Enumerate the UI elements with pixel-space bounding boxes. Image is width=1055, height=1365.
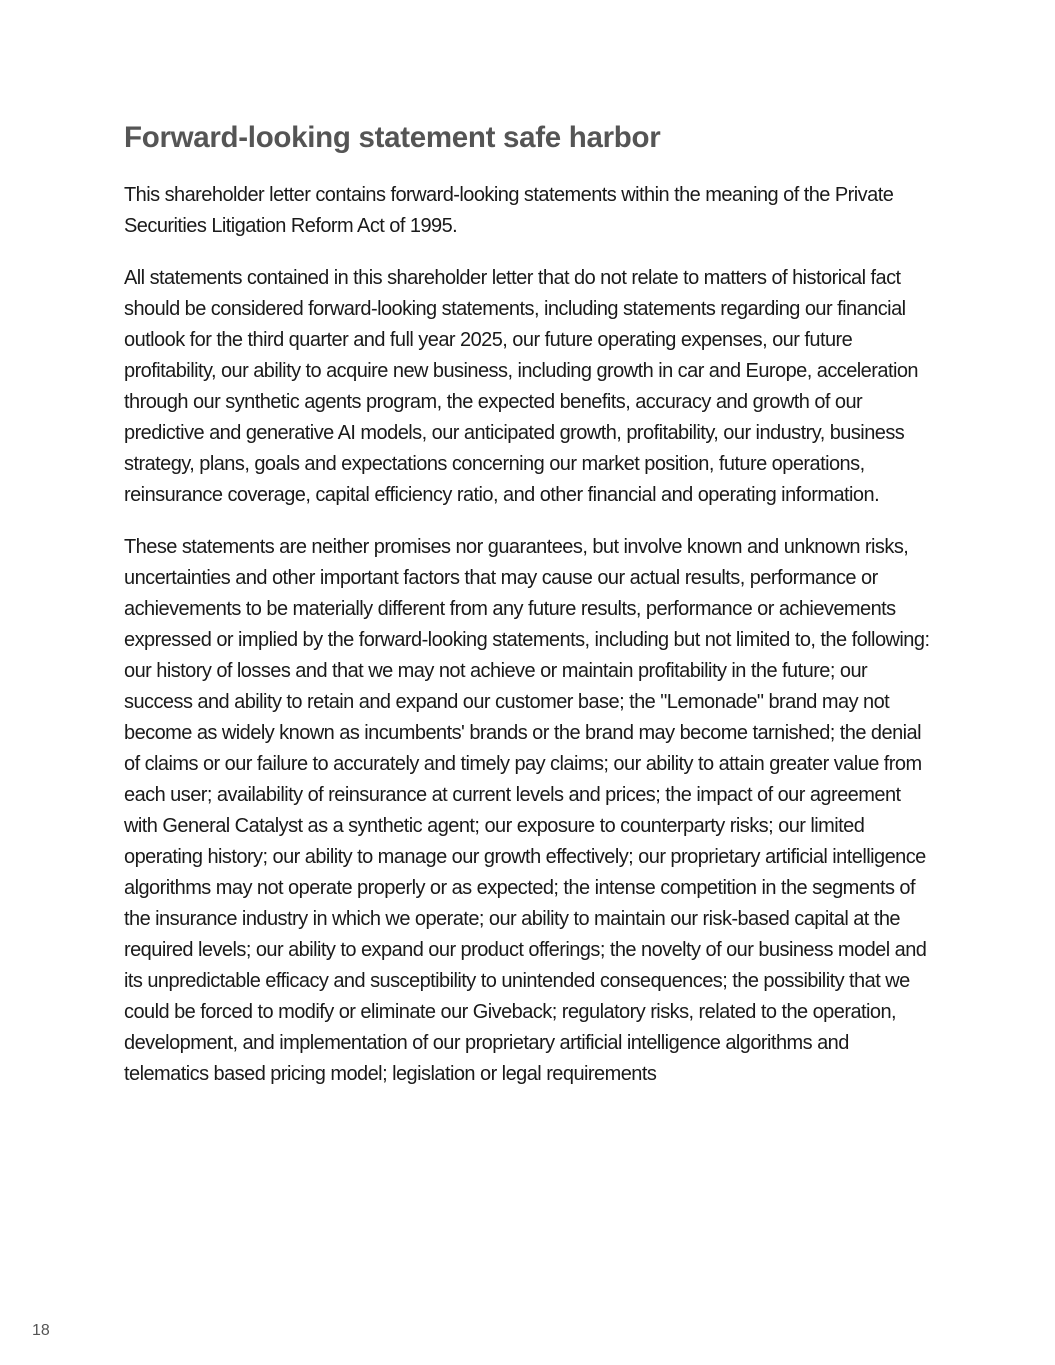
page-content: [124, 118, 932, 1111]
page-number: 18: [32, 1322, 50, 1339]
paragraph-forward-looking-scope: All statements contained in this shareholder letter that do not relate to matters of historical fact should be considered forward-looking statements, including statements regarding our financial outlook for the third quarter and full year 2025, our future operating expenses, our future profitability, our ability to acquire new business, including growth in car and Europe, acceleration through our synthetic agents program, the expected benefits, accuracy and growth of our predictive and generative AI models, our anticipated growth, profitability, our industry, business strategy, plans, goals and expectations concerning our market position, future operations, reinsurance coverage, capital efficiency ratio, and other financial and operating information.: [124, 267, 918, 506]
section-heading: Forward-looking statement safe harbor: [124, 121, 661, 154]
paragraph-risk-factors: These statements are neither promises nor guarantees, but involve known and unknown risks, uncertainties and other important factors that may cause our actual results, performance or achievements to be materially different from any future results, performance or achievements expressed or implied by the forward-looking statements, including but not limited to, the following: our history of losses and that we may not achieve or maintain profitability in the future; our success and ability to retain and expand our customer base; the "Lemonade" brand may not become as widely known as incumbents' brands or the brand may become tarnished; the denial of claims or our failure to accurately and timely pay claims; our ability to attain greater value from each user; availability of reinsurance at current levels and prices; the impact of our agreement with General Catalyst as a synthetic agent; our exposure to counterparty risks; our limited operating history; our ability to manage our growth effectively; our proprietary artificial intelligence algorithms may not operate properly or as expected; the intense competition in the segments of the insurance industry in which we operate; our ability to maintain our risk-based capital at the required levels; our ability to expand our product offerings; the novelty of our business model and its unpredictable efficacy and susceptibility to unintended consequences; the possibility that we could be forced to modify or eliminate our Giveback; regulatory risks, related to the operation, development, and implementation of our proprietary artificial intelligence algorithms and telematics based pricing model; legislation or legal requirements: [124, 536, 930, 1085]
paragraph-intro: This shareholder letter contains forward-looking statements within the meaning of the Private Securities Litigation Reform Act of 1995.: [124, 184, 894, 237]
